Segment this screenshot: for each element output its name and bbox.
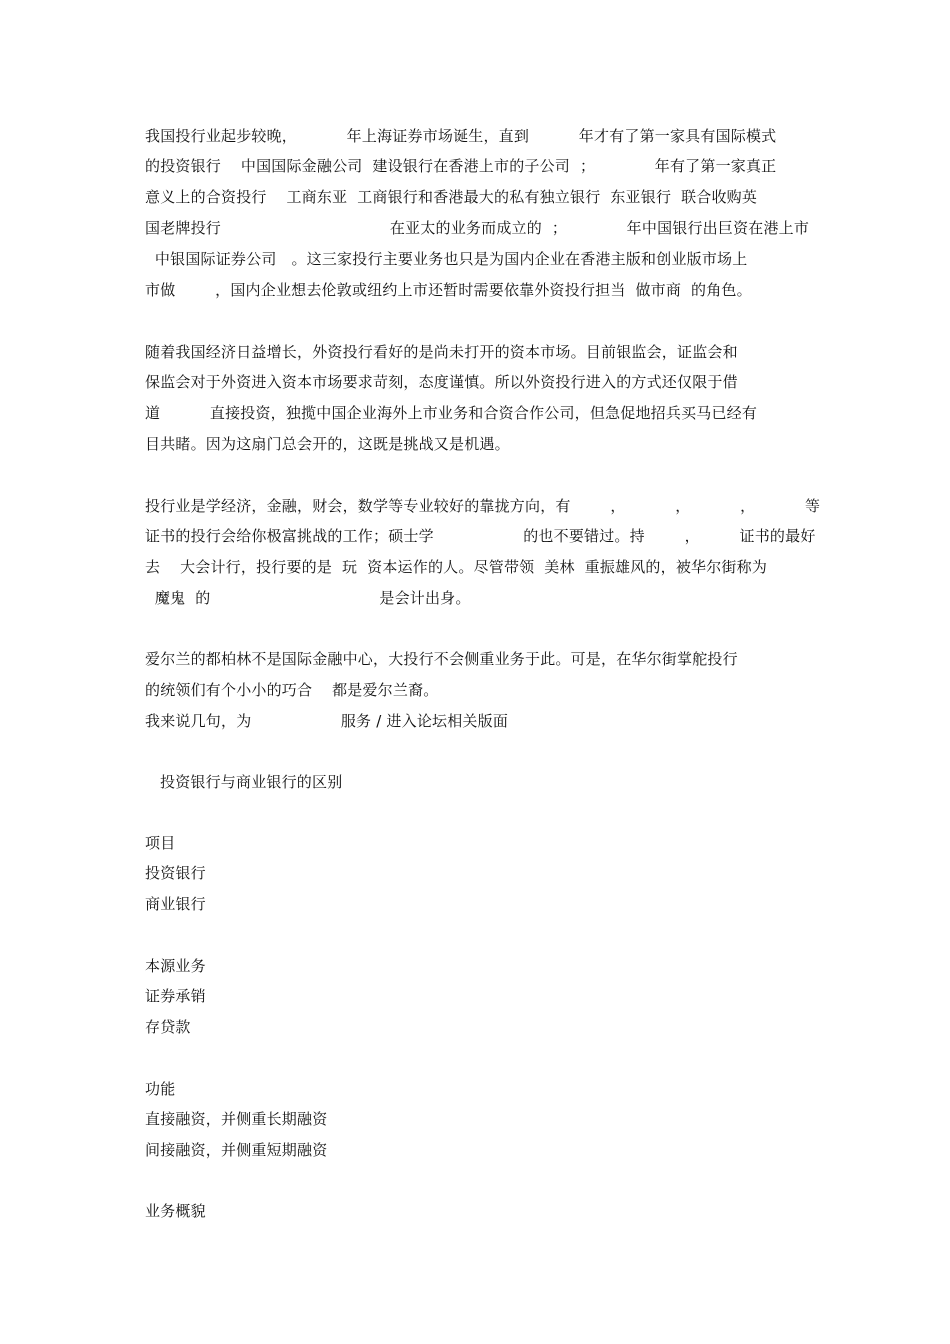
p3-line-3: 去 大会计行，投行要的是 玩 资本运作的人。尽管带领 美林 重振雄风的，被华尔街称为 [145,558,768,576]
p1-line-2: 的投资银行 中国国际金融公司 建设银行在香港上市的子公司 ； 年有了第一家真正 [145,157,777,175]
p4-line-1: 爱尔兰的都柏林不是国际金融中心，大投行不会侧重业务于此。可是，在华尔街掌舵投行 [145,650,738,668]
table-cell-row3-item: 业务概貌 [145,1202,206,1220]
table-cell-row1-ib: 证券承销 [145,987,206,1005]
p2-line-4: 目共睹。因为这扇门总会开的，这既是挑战又是机遇。 [145,435,510,453]
p2-line-3: 道 直接投资，独揽中国企业海外上市业务和合资合作公司，但急促地招兵买马已经有 [145,404,758,422]
table-cell-row1-cb: 存贷款 [145,1018,191,1036]
table-cell-row2-cb: 间接融资，并侧重短期融资 [145,1141,328,1159]
p2-line-1: 随着我国经济日益增长，外资投行看好的是尚未打开的资本市场。目前银监会，证监会和 [145,343,738,361]
p1-line-1: 我国投行业起步较晚， 年上海证券市场诞生，直到 年才有了第一家具有国际模式 [145,127,777,145]
table-cell-header-item: 项目 [145,834,176,852]
section-title: 投资银行与商业银行的区别 [160,773,343,791]
p4-line-2: 的统领们有个小小的巧合 都是爱尔兰裔。 [145,681,439,699]
p1-line-4: 国老牌投行 在亚太的业务而成立的 ； 年中国银行出巨资在港上市 [145,219,810,237]
table-cell-header-cb: 商业银行 [145,895,206,913]
table-cell-row2-ib: 直接融资，并侧重长期融资 [145,1110,328,1128]
p3-line-4: 魔鬼 的 是会计出身。 [145,589,471,607]
forum-link-line[interactable]: 我来说几句，为 服务 / 进入论坛相关版面 [145,712,509,730]
p1-line-5: 中银国际证券公司 。这三家投行主要业务也只是为国内企业在香港主版和创业版市场上 [145,250,748,268]
p3-line-2: 证书的投行会给你极富挑战的工作；硕士学 的也不要错过。持 ， 证书的最好 [145,527,816,545]
p1-line-6: 市做 ，国内企业想去伦敦或纽约上市还暂时需要依靠外资投行担当 做市商 的角色。 [145,281,752,299]
table-cell-row2-item: 功能 [145,1080,176,1098]
p3-line-1: 投行业是学经济，金融，财会，数学等专业较好的靠拢方向，有 ， ， ， 等 [145,497,821,515]
table-cell-row1-item: 本源业务 [145,957,206,975]
p1-line-3: 意义上的合资投行 工商东亚 工商银行和香港最大的私有独立银行 东亚银行 联合收购英 [145,188,758,206]
table-cell-header-ib: 投资银行 [145,864,206,882]
p2-line-2: 保监会对于外资进入资本市场要求苛刻，态度谨慎。所以外资投行进入的方式还仅限于借 [145,373,738,391]
